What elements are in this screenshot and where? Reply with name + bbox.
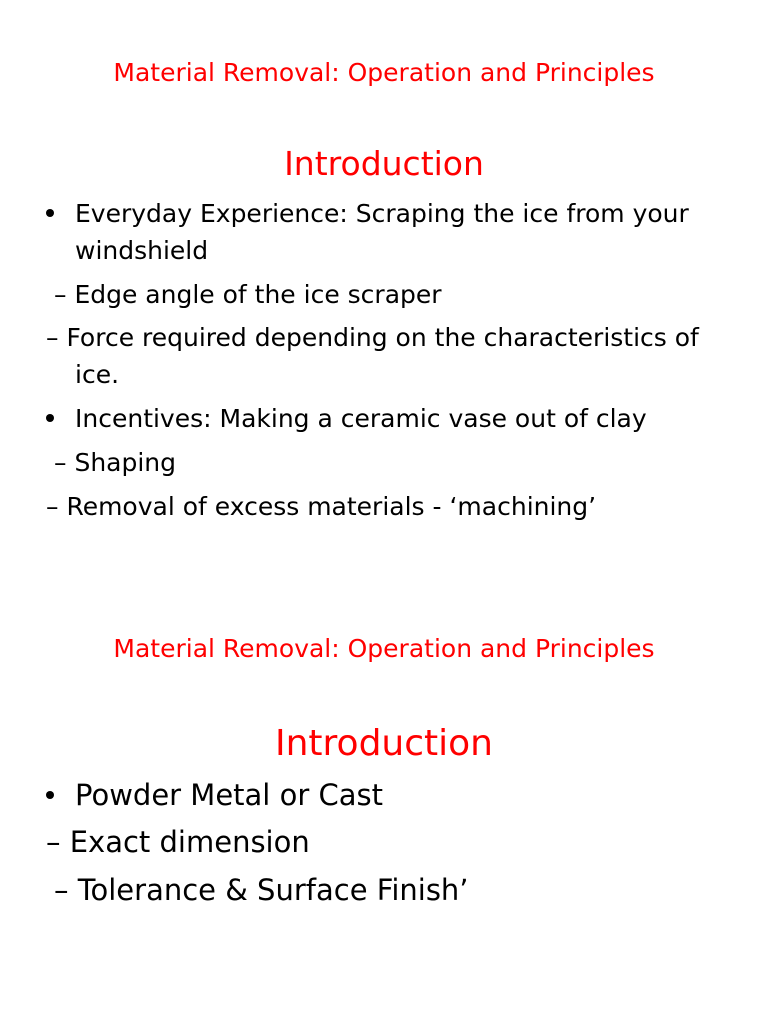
slide-2 [0, 576, 768, 1024]
sub-item: – Shaping [54, 448, 177, 477]
slide-title: Material Removal: Operation and Principles [113, 58, 655, 87]
sub-item-continuation: ice. [75, 360, 120, 389]
bullet-item: Powder Metal or Cast [75, 778, 383, 812]
bullet-icon [46, 209, 54, 217]
bullet-icon [46, 791, 54, 799]
sub-item: – Edge angle of the ice scraper [54, 280, 442, 309]
sub-item: – Force required depending on the characteristics of [46, 323, 699, 352]
bullet-item: Incentives: Making a ceramic vase out of clay [75, 404, 647, 433]
slide-title: Material Removal: Operation and Principles [113, 634, 655, 663]
sub-item: – Exact dimension [46, 825, 310, 859]
sub-item: – Removal of excess materials - ‘machining’ [46, 492, 597, 521]
sub-item: – Tolerance & Surface Finish’ [54, 873, 469, 907]
slide-heading: Introduction [284, 144, 484, 183]
bullet-continuation: windshield [75, 236, 209, 265]
slide-heading: Introduction [274, 723, 493, 764]
bullet-icon [46, 414, 54, 422]
bullet-item: Everyday Experience: Scraping the ice from your [75, 199, 689, 228]
